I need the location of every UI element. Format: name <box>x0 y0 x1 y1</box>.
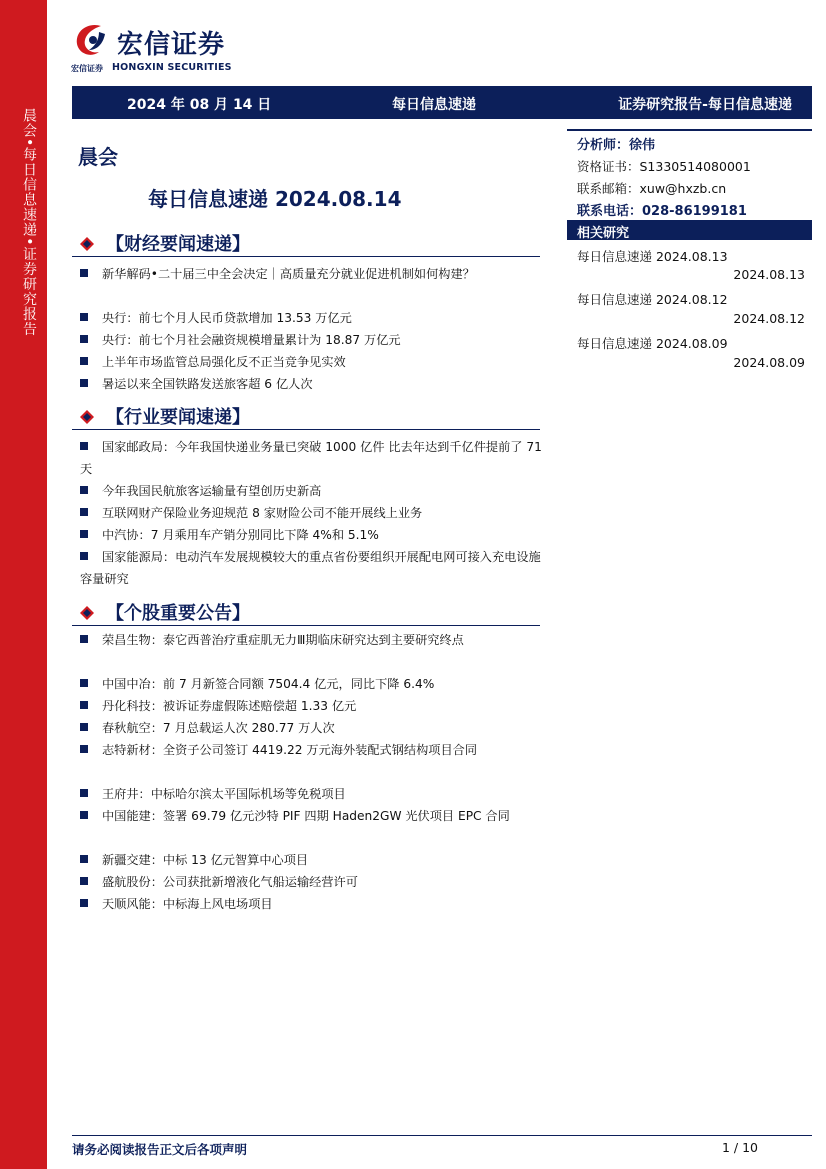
morning-label: 晨会 <box>78 145 118 169</box>
diamond-bullet-icon <box>80 606 94 620</box>
diamond-bullet-icon <box>80 237 94 251</box>
header-report-type: 证券研究报告-每日信息速递 <box>618 97 792 113</box>
analyst-license: 资格证书：S1330514080001 <box>577 159 751 174</box>
list-item: 春秋航空：7 月总载运人次 280.77 万人次 <box>80 717 542 739</box>
section-heading-stocks <box>80 599 250 625</box>
square-bullet-icon <box>80 357 88 365</box>
analyst-email: 联系邮箱：xuw@hxzb.cn <box>577 181 727 196</box>
logo-name-cn-small: 宏信证券 <box>71 64 103 73</box>
square-bullet-icon <box>80 379 88 387</box>
related-item-title[interactable]: 每日信息速递 2024.08.13 <box>577 249 728 264</box>
list-item: 国家邮政局：今年我国快递业务量已突破 1000 亿件 比去年达到千亿件提前了 71 天 <box>80 440 542 476</box>
section-divider <box>72 429 540 430</box>
side-text: 晨会•每日信息速递•证券研究报告 <box>21 108 37 337</box>
section-heading-text: 【个股重要公告】 <box>106 603 250 624</box>
list-item: 暑运以来全国铁路发送旅客超 6 亿人次 <box>80 373 542 395</box>
square-bullet-icon <box>80 313 88 321</box>
list-item: 新华解码•二十届三中全会决定｜高质量充分就业促进机制如何构建？ <box>80 263 542 285</box>
related-item-date: 2024.08.12 <box>733 311 805 326</box>
related-item-title[interactable]: 每日信息速递 2024.08.12 <box>577 292 728 307</box>
side-bar <box>0 0 47 1169</box>
list-item: 盛航股份：公司获批新增液化气船运输经营许可 <box>80 871 542 893</box>
square-bullet-icon <box>80 789 88 797</box>
logo-mark-icon <box>71 20 111 60</box>
list-item: 央行：前七个月社会融资规模增量累计为 18.87 万亿元 <box>80 329 542 351</box>
header-middle: 每日信息速递 <box>392 97 476 113</box>
square-bullet-icon <box>80 552 88 560</box>
square-bullet-icon <box>80 745 88 753</box>
analyst-phone: 联系电话：028-86199181 <box>577 204 747 219</box>
square-bullet-icon <box>80 855 88 863</box>
related-research-title: 相关研究 <box>577 226 630 241</box>
section-heading-industry <box>80 403 250 429</box>
diamond-bullet-icon <box>80 410 94 424</box>
footer-divider <box>72 1135 812 1136</box>
list-item: 天顺风能：中标海上风电场项目 <box>80 893 542 915</box>
footer-disclaimer: 请务必阅读报告正文后各项声明 <box>72 1142 248 1157</box>
square-bullet-icon <box>80 899 88 907</box>
list-item: 王府井：中标哈尔滨太平国际机场等免税项目 <box>80 783 542 805</box>
report-date: 2024 年 08 月 14 日 <box>127 97 272 113</box>
list-item: 互联网财产保险业务迎规范 8 家财险公司不能开展线上业务 <box>80 502 542 524</box>
related-research-header <box>567 220 812 240</box>
company-logo <box>71 18 271 76</box>
list-item: 今年我国民航旅客运输量有望创历史新高 <box>80 480 542 502</box>
analyst-name: 分析师：徐伟 <box>577 138 656 153</box>
logo-name-cn: 宏信证券 <box>117 30 226 60</box>
list-item: 中国中冶：前 7 月新签合同额 7504.4 亿元，同比下降 6.4% <box>80 673 542 695</box>
square-bullet-icon <box>80 811 88 819</box>
square-bullet-icon <box>80 269 88 277</box>
square-bullet-icon <box>80 701 88 709</box>
related-item-date: 2024.08.09 <box>733 355 805 370</box>
section-divider <box>72 256 540 257</box>
page-number: 1 / 10 <box>721 1140 758 1155</box>
list-item: 央行：前七个月人民币贷款增加 13.53 万亿元 <box>80 307 542 329</box>
square-bullet-icon <box>80 335 88 343</box>
analyst-top-divider <box>567 129 812 131</box>
page-title: 每日信息速递 2024.08.14 <box>148 187 402 211</box>
section-divider <box>72 625 540 626</box>
square-bullet-icon <box>80 723 88 731</box>
list-item: 国家能源局：电动汽车发展规模较大的重点省份要组织开展配电网可接入充电设施容量研究 <box>80 550 541 586</box>
section-heading-finance <box>80 230 250 256</box>
section-heading-text: 【财经要闻速递】 <box>106 234 250 255</box>
header-bar <box>72 86 812 119</box>
list-item: 上半年市场监管总局强化反不正当竞争见实效 <box>80 351 542 373</box>
logo-name-en: HONGXIN SECURITIES <box>112 62 232 73</box>
list-item: 中国能建：签署 69.79 亿元沙特 PIF 四期 Haden2GW 光伏项目 EPC 合同 <box>80 805 542 827</box>
square-bullet-icon <box>80 679 88 687</box>
list-item: 丹化科技：被诉证券虚假陈述赔偿超 1.33 亿元 <box>80 695 542 717</box>
square-bullet-icon <box>80 508 88 516</box>
section-heading-text: 【行业要闻速递】 <box>106 407 250 428</box>
square-bullet-icon <box>80 635 88 643</box>
square-bullet-icon <box>80 877 88 885</box>
square-bullet-icon <box>80 530 88 538</box>
related-item-date: 2024.08.13 <box>733 267 805 282</box>
list-item: 新疆交建：中标 13 亿元智算中心项目 <box>80 849 542 871</box>
list-item: 中汽协：7 月乘用车产销分别同比下降 4%和 5.1% <box>80 524 542 546</box>
square-bullet-icon <box>80 442 88 450</box>
list-item: 荣昌生物：泰它西普治疗重症肌无力Ⅲ期临床研究达到主要研究终点 <box>80 629 542 651</box>
related-item-title[interactable]: 每日信息速递 2024.08.09 <box>577 336 728 351</box>
square-bullet-icon <box>80 486 88 494</box>
list-item: 志特新材：全资子公司签订 4419.22 万元海外装配式钢结构项目合同 <box>80 739 542 761</box>
